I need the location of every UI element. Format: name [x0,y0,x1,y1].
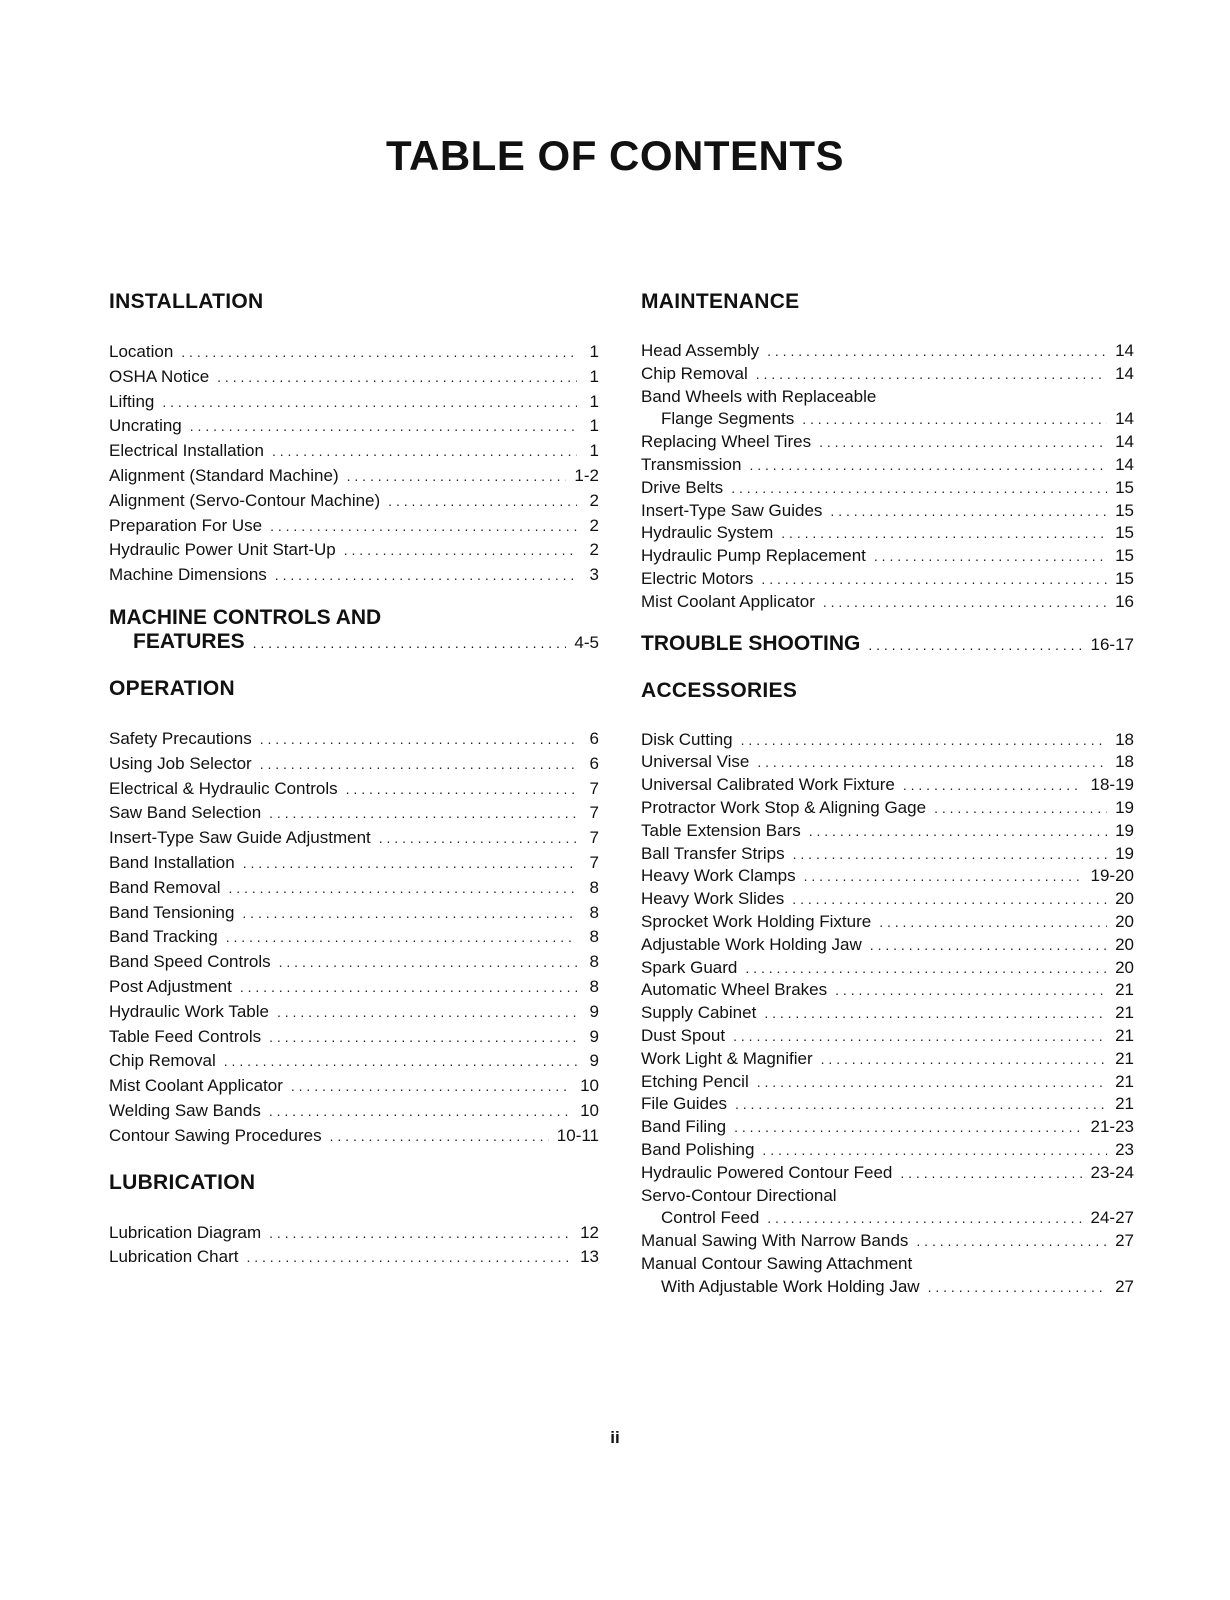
toc-entry[interactable] [641,1116,1134,1139]
dot-leader [793,843,1107,866]
toc-entry[interactable] [641,522,1134,545]
toc-entry-label: Band Polishing [641,1139,755,1159]
toc-entry[interactable] [641,1185,1134,1208]
toc-entry-label: Alignment (Standard Machine) [109,465,339,485]
toc-entry-label: Insert-Type Saw Guides [641,500,823,520]
toc-entry[interactable] [109,851,599,876]
dot-leader [269,1221,572,1246]
toc-entry-label: Band Wheels with Replaceable [641,386,877,406]
toc-entry-page: 21 [1115,1094,1134,1114]
toc-entry-label: Protractor Work Stop & Aligning Gage [641,797,927,817]
toc-entry-page: 18 [1115,752,1134,772]
dot-leader [291,1074,572,1099]
toc-entry[interactable] [109,1025,599,1050]
dot-leader [802,408,1107,431]
toc-entry-label: Adjustable Work Holding Jaw [641,934,862,954]
page-number: ii [610,1428,620,1447]
dot-leader [868,633,1082,657]
trouble-heading: TROUBLE SHOOTING [641,631,861,655]
maintenance-list [641,340,1134,614]
toc-entry-label: Preparation For Use [109,515,263,535]
dot-leader [260,752,577,777]
toc-entry[interactable] [641,591,1134,614]
toc-entry-page: 21 [1115,1025,1134,1045]
toc-entry[interactable] [641,1276,1134,1299]
toc-entry[interactable] [641,934,1134,957]
dot-leader [162,390,577,415]
toc-entry-label: Universal Vise [641,752,750,772]
toc-entry[interactable] [109,801,599,826]
dot-leader [767,1207,1082,1230]
toc-entry[interactable] [641,843,1134,866]
toc-entry-label: Band Installation [109,852,235,872]
toc-entry[interactable] [109,514,599,539]
toc-entry-page: 27 [1115,1231,1134,1251]
toc-entry-page: 19 [1115,843,1134,863]
toc-entry-page: 6 [589,753,599,773]
toc-entry[interactable] [109,1000,599,1025]
section-heading-accessories: ACCESSORIES [641,678,798,702]
controls-page: 4-5 [574,632,599,652]
toc-entry-label: Mist Coolant Applicator [109,1076,283,1096]
toc-entry-page: 14 [1115,454,1134,474]
left-column [109,290,599,1270]
toc-entry[interactable] [109,365,599,390]
toc-entry[interactable] [109,390,599,415]
dot-leader [379,826,577,851]
toc-entry-page: 23-24 [1090,1162,1134,1182]
toc-entry[interactable] [641,431,1134,454]
trouble-page: 16-17 [1090,634,1134,654]
toc-entry-label: Lifting [109,391,155,411]
toc-entry-label: Ball Transfer Strips [641,843,785,863]
toc-entry-page: 19 [1115,797,1134,817]
toc-entry[interactable] [109,876,599,901]
toc-entry[interactable] [641,1139,1134,1162]
dot-leader [928,1276,1108,1299]
toc-entry[interactable] [641,545,1134,568]
page-title: TABLE OF CONTENTS [385,132,845,179]
toc-entry-page: 20 [1115,911,1134,931]
dot-leader [830,500,1107,523]
toc-entry-page: 2 [589,540,599,560]
toc-entry-label: Hydraulic Pump Replacement [641,546,866,566]
dot-leader [734,1116,1082,1139]
toc-entry-page: 24-27 [1090,1208,1134,1228]
dot-leader [916,1230,1107,1253]
toc-entry-label: Supply Cabinet [641,1003,757,1023]
toc-entry[interactable] [641,888,1134,911]
dot-leader [243,851,577,876]
toc-entry-label: Band Tracking [109,927,218,947]
toc-entry-label: Band Speed Controls [109,952,271,972]
dot-leader [835,979,1107,1002]
toc-entry[interactable] [641,1002,1134,1025]
toc-entry-page: 1 [589,391,599,411]
toc-entry-label: Electrical Installation [109,441,264,461]
toc-entry-label: Contour Sawing Procedures [109,1125,322,1145]
toc-entry-label: Lubrication Diagram [109,1222,262,1242]
dot-leader [757,1071,1107,1094]
toc-entry-label: File Guides [641,1094,727,1114]
toc-entry-label: Table Extension Bars [641,820,801,840]
toc-entry-label: Manual Sawing With Narrow Bands [641,1231,909,1251]
toc-entry-label: Insert-Type Saw Guide Adjustment [109,828,371,848]
toc-entry-label: Location [109,342,174,361]
toc-entry[interactable] [109,1099,599,1124]
toc-entry-page: 8 [589,952,599,972]
dot-leader [767,340,1107,363]
toc-entry[interactable] [109,439,599,464]
toc-entry-label: Hydraulic Powered Contour Feed [641,1162,893,1182]
toc-entry[interactable] [641,1071,1134,1094]
toc-entry-page: 19 [1115,820,1134,840]
toc-entry-page: 21 [1115,1003,1134,1023]
toc-entry-page: 8 [589,976,599,996]
dot-leader [756,363,1107,386]
toc-entry-page: 10 [580,1076,599,1096]
toc-entry-page: 15 [1115,568,1134,588]
toc-entry-label: With Adjustable Work Holding Jaw [661,1276,920,1296]
dot-leader [934,797,1107,820]
toc-entry-page: 2 [589,515,599,535]
toc-entry[interactable] [641,340,1134,363]
toc-entry[interactable] [109,414,599,439]
toc-entry-page: 15 [1115,546,1134,566]
dot-leader [346,777,577,802]
toc-entry-page: 21 [1115,980,1134,1000]
toc-entry-trouble-shooting[interactable] [641,632,1134,657]
toc-entry-page: 14 [1115,341,1134,360]
toc-entry[interactable] [641,957,1134,980]
dot-leader [764,1002,1107,1025]
toc-entry-controls[interactable] [109,630,599,655]
toc-entry-page: 7 [589,828,599,848]
dot-leader [269,801,577,826]
toc-entry[interactable] [641,408,1134,431]
toc-entry-page: 7 [589,803,599,823]
dot-leader [757,751,1107,774]
toc-entry[interactable] [109,727,599,752]
toc-entry-page: 1 [589,416,599,436]
toc-entry-label: Head Assembly [641,341,760,360]
toc-entry[interactable] [109,340,599,365]
toc-entry[interactable] [109,950,599,975]
toc-entry[interactable] [641,568,1134,591]
toc-entry-label: Lubrication Chart [109,1247,239,1267]
toc-entry-label: OSHA Notice [109,366,210,386]
toc-entry-label: Saw Band Selection [109,803,262,823]
dot-leader [217,365,577,390]
dot-leader [260,727,577,752]
toc-entry-page: 12 [580,1222,599,1242]
toc-entry-label: Control Feed [661,1208,760,1228]
toc-entry-label: Sprocket Work Holding Fixture [641,911,872,931]
toc-entry-label: Chip Removal [109,1051,216,1071]
toc-entry-label: Drive Belts [641,477,724,497]
dot-leader [874,545,1107,568]
toc-entry-page: 1 [589,342,599,361]
toc-entry[interactable] [641,454,1134,477]
toc-entry-page: 8 [589,877,599,897]
dot-leader [870,934,1107,957]
right-column [641,290,1134,1298]
toc-entry-label: Electrical & Hydraulic Controls [109,778,338,798]
dot-leader [388,489,577,514]
toc-entry[interactable] [641,477,1134,500]
toc-entry[interactable] [109,1049,599,1074]
toc-entry[interactable] [109,752,599,777]
toc-entry[interactable] [109,777,599,802]
toc-entry[interactable] [641,386,1134,409]
dot-leader [792,888,1107,911]
section-heading-operation: OPERATION [109,676,235,700]
toc-entry-page: 21 [1115,1071,1134,1091]
toc-entry[interactable] [109,901,599,926]
toc-entry[interactable] [109,1245,599,1270]
toc-entry-page: 10-11 [556,1125,599,1145]
toc-entry-label: Flange Segments [661,409,795,429]
dot-leader [735,1093,1107,1116]
dot-leader [330,1124,549,1149]
toc-entry[interactable] [641,1025,1134,1048]
dot-leader [733,1025,1107,1048]
dot-leader [823,591,1107,614]
toc-entry-page: 21 [1115,1048,1134,1068]
toc-entry-label: Safety Precautions [109,728,252,748]
lubrication-list [109,1221,599,1271]
toc-entry[interactable] [109,1221,599,1246]
toc-entry-label: Post Adjustment [109,976,232,996]
toc-entry[interactable] [109,1124,599,1149]
toc-entry-label: Electric Motors [641,568,754,588]
toc-entry-label: Band Tensioning [109,902,235,922]
toc-entry[interactable] [109,975,599,1000]
installation-list [109,340,599,588]
toc-entry-page: 15 [1115,477,1134,497]
toc-entry-page: 1 [589,441,599,461]
toc-entry-page: 1-2 [574,465,599,485]
toc-entry-label: Mist Coolant Applicator [641,591,815,611]
dot-leader [781,522,1107,545]
dot-leader [190,414,577,439]
toc-entry-page: 13 [580,1247,599,1267]
dot-leader [269,1025,577,1050]
toc-entry-label: Hydraulic Power Unit Start-Up [109,540,336,560]
toc-entry-page: 3 [589,565,599,585]
dot-leader [253,631,567,655]
toc-entry-page: 19-20 [1090,866,1134,886]
toc-entry-label: Machine Dimensions [109,565,267,585]
toc-entry-page: 20 [1115,957,1134,977]
dot-leader [809,820,1107,843]
section-heading-maintenance: MAINTENANCE [641,290,800,313]
toc-entry-page: 9 [589,1026,599,1046]
controls-heading-line1: MACHINE CONTROLS AND [109,605,382,629]
toc-entry-page: 15 [1115,500,1134,520]
toc-entry-page: 20 [1115,889,1134,909]
toc-entry-label: Automatic Wheel Brakes [641,980,828,1000]
toc-entry[interactable] [641,911,1134,934]
toc-entry-label: Chip Removal [641,363,748,383]
toc-entry-page: 2 [589,490,599,510]
dot-leader [275,563,577,588]
toc-entry-page: 14 [1115,409,1134,429]
controls-heading-line2: FEATURES [133,629,245,653]
toc-entry-label: Using Job Selector [109,753,252,773]
toc-entry[interactable] [641,1253,1134,1276]
toc-entry-label: Universal Calibrated Work Fixture [641,775,895,795]
toc-entry-page: 7 [589,852,599,872]
toc-entry[interactable] [641,1207,1134,1230]
dot-leader [347,464,567,489]
section-heading-controls [109,606,599,630]
toc-entry-label: Hydraulic System [641,523,774,543]
toc-entry[interactable] [641,1093,1134,1116]
toc-entry-label: Alignment (Servo-Contour Machine) [109,490,381,510]
toc-entry[interactable] [641,1162,1134,1185]
toc-entry[interactable] [109,925,599,950]
toc-entry-label: Welding Saw Bands [109,1100,261,1120]
dot-leader [804,865,1083,888]
toc-entry[interactable] [109,563,599,588]
toc-entry[interactable] [641,363,1134,386]
dot-leader [821,1048,1107,1071]
toc-entry[interactable] [641,1230,1134,1253]
dot-leader [240,975,577,1000]
toc-entry-label: Etching Pencil [641,1071,749,1091]
toc-entry-page: 8 [589,927,599,947]
toc-entry-page: 20 [1115,934,1134,954]
toc-entry-page: 18-19 [1090,775,1134,795]
toc-entry[interactable] [641,1048,1134,1071]
dot-leader [269,1099,572,1124]
toc-entry-page: 23 [1115,1139,1134,1159]
toc-entry-label: Heavy Work Slides [641,889,785,909]
toc-entry-page: 10 [580,1100,599,1120]
dot-leader [903,774,1083,797]
dot-leader [242,901,577,926]
dot-leader [270,514,577,539]
dot-leader [344,538,577,563]
dot-leader [277,1000,577,1025]
operation-list [109,727,599,1149]
toc-entry[interactable] [641,774,1134,797]
toc-entry[interactable] [109,826,599,851]
toc-entry-page: 16 [1115,591,1134,611]
toc-entry-page: 14 [1115,432,1134,452]
toc-entry-page: 6 [589,728,599,748]
toc-entry-label: Work Light & Magnifier [641,1048,813,1068]
dot-leader [246,1245,572,1270]
dot-leader [749,454,1107,477]
toc-entry[interactable] [109,1074,599,1099]
toc-entry-label: Replacing Wheel Tires [641,432,812,452]
dot-leader [819,431,1107,454]
section-heading-lubrication: LUBRICATION [109,1170,256,1194]
dot-leader [229,876,577,901]
toc-entry[interactable] [641,797,1134,820]
toc-entry-page: 9 [589,1001,599,1021]
toc-entry-page: 9 [589,1051,599,1071]
dot-leader [731,477,1107,500]
toc-entry-label: Uncrating [109,416,182,436]
dot-leader [741,729,1107,752]
toc-entry-label: Disk Cutting [641,729,733,749]
toc-entry-page: 1 [589,366,599,386]
toc-entry[interactable] [109,489,599,514]
dot-leader [226,925,577,950]
accessories-list [641,729,1134,1299]
toc-entry-label: Servo-Contour Directional [641,1185,837,1205]
toc-entry-page: 14 [1115,363,1134,383]
dot-leader [762,1139,1107,1162]
toc-entry[interactable] [641,865,1134,888]
section-heading-installation: INSTALLATION [109,290,264,313]
toc-entry[interactable] [109,538,599,563]
toc-entry[interactable] [641,500,1134,523]
dot-leader [224,1049,577,1074]
toc-entry-label: Heavy Work Clamps [641,866,796,886]
toc-entry-label: Band Filing [641,1117,727,1137]
toc-entry-page: 15 [1115,523,1134,543]
toc-entry-label: Dust Spout [641,1025,726,1045]
dot-leader [279,950,577,975]
dot-leader [181,340,577,365]
toc-entry-page: 27 [1115,1276,1134,1296]
toc-entry[interactable] [641,729,1134,752]
dot-leader [761,568,1107,591]
toc-entry[interactable] [109,464,599,489]
toc-entry-label: Manual Contour Sawing Attachment [641,1253,913,1273]
toc-entry[interactable] [641,820,1134,843]
toc-entry-label: Spark Guard [641,957,738,977]
toc-entry-page: 18 [1115,729,1134,749]
toc-entry-label: Band Removal [109,877,221,897]
toc-entry-page: 7 [589,778,599,798]
dot-leader [745,957,1107,980]
toc-entry-label: Hydraulic Work Table [109,1001,269,1021]
toc-entry[interactable] [641,979,1134,1002]
dot-leader [272,439,577,464]
dot-leader [879,911,1107,934]
toc-entry-label: Transmission [641,454,742,474]
toc-entry[interactable] [641,751,1134,774]
toc-entry-page: 21-23 [1090,1117,1134,1137]
toc-entry-label: Table Feed Controls [109,1026,262,1046]
dot-leader [900,1162,1082,1185]
toc-entry-page: 8 [589,902,599,922]
